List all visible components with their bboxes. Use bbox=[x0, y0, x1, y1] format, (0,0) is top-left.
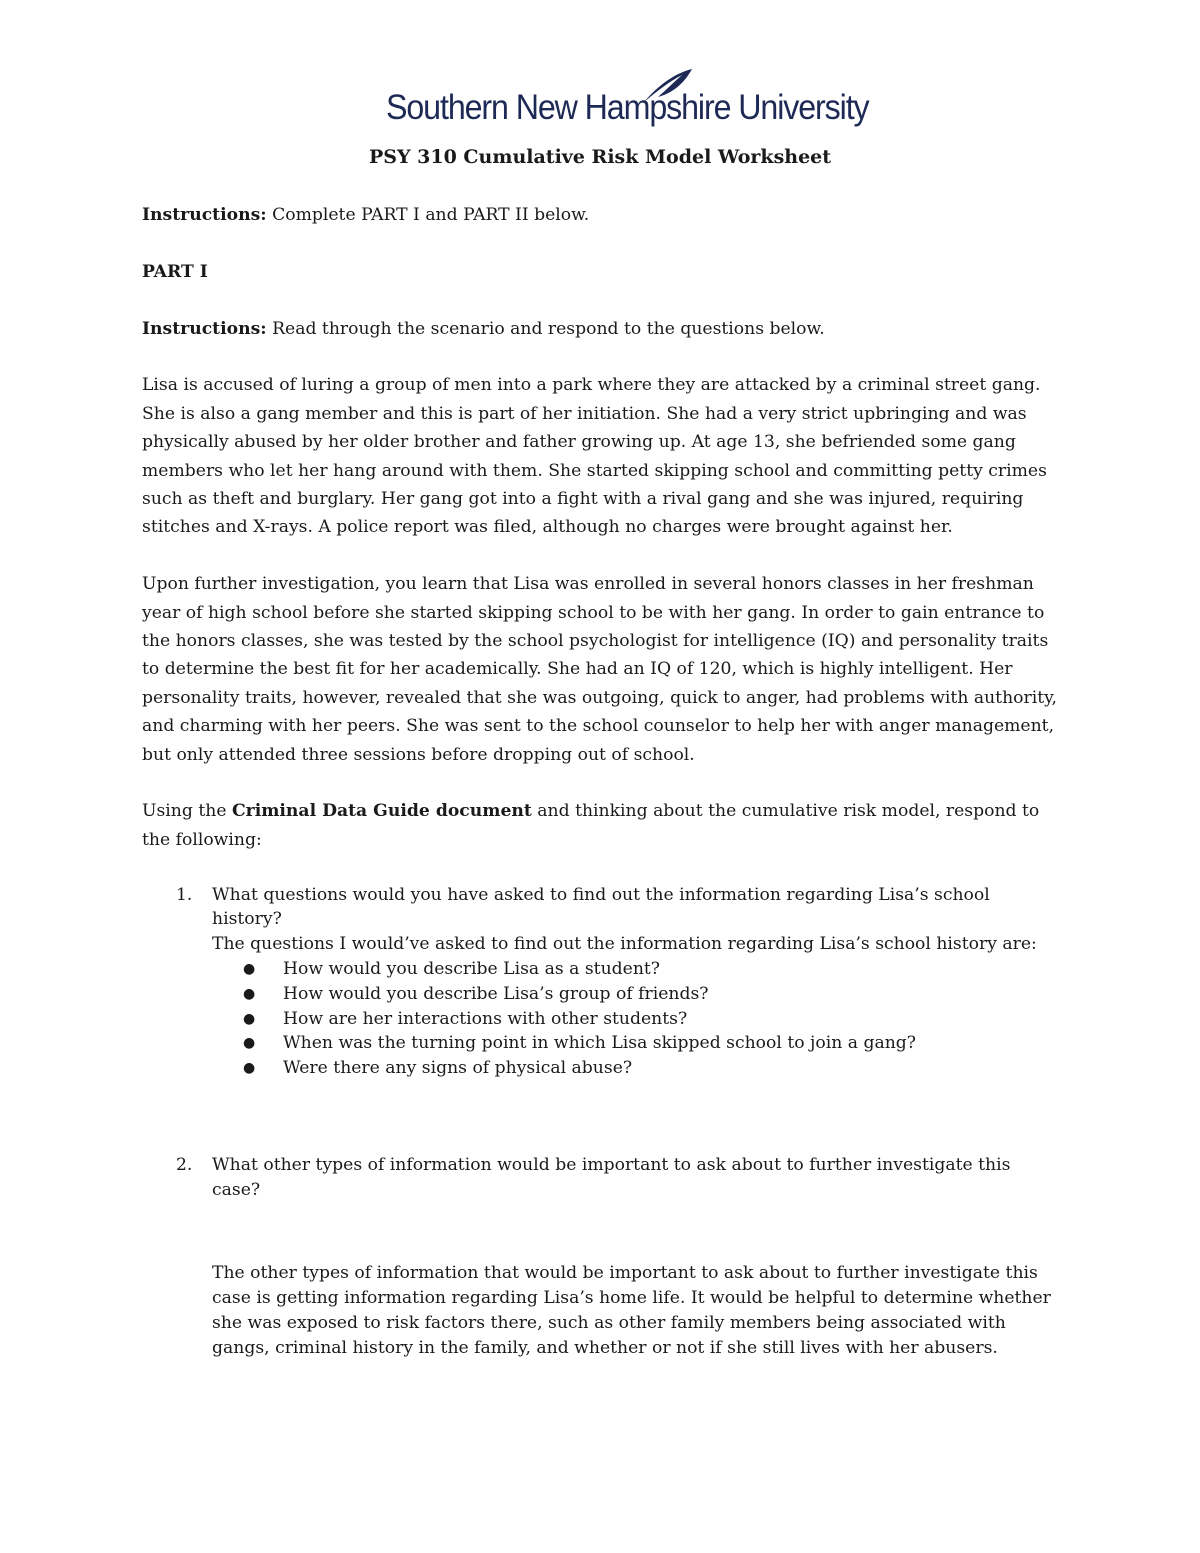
bullet-dot-icon: ● bbox=[243, 1035, 256, 1052]
bullet-text: Were there any signs of physical abuse? bbox=[283, 1058, 633, 1079]
answer-intro: The questions I would’ve asked to find out the information regarding Lisa’s school history are: bbox=[212, 934, 1037, 955]
scenario-paragraph-1: Lisa is accused of luring a group of men into a park where they are attacked by a criminal street gang. She is also a gang member and this is part of her initiation. She had a very strict upbringing and was physically abused by her older brother and father growing up. At age 13, she befriended some gang members who let her hang around with them. She started skipping school and committing petty crimes such as theft and burglary. Her gang got into a fight with a rival gang and she was injured, requiring stitches and X-rays. A police report was filed, although no charges were brought against her. bbox=[142, 375, 1047, 538]
bullet-text: How would you describe Lisa’s group of friends? bbox=[283, 983, 709, 1004]
list-item bbox=[142, 982, 1060, 1007]
part1-heading-text: PART I bbox=[142, 261, 208, 282]
prompt-post: and thinking about the cumulative risk model, respond to the following: bbox=[142, 801, 1040, 850]
bullet-dot-icon: ● bbox=[243, 961, 256, 978]
bullet-dot-icon: ● bbox=[243, 1010, 256, 1027]
prompt-pre: Using the bbox=[142, 801, 232, 822]
list-item bbox=[142, 1056, 1060, 1081]
list-item bbox=[142, 1031, 1060, 1056]
logo-text: Southern New Hampshire University bbox=[386, 88, 869, 127]
part1-instructions-text: Read through the scenario and respond to the questions below. bbox=[266, 318, 825, 339]
bullet-dot-icon: ● bbox=[243, 985, 256, 1002]
question-item-2 bbox=[142, 1153, 1060, 1203]
page-title: PSY 310 Cumulative Risk Model Worksheet bbox=[368, 146, 832, 168]
list-item bbox=[142, 1007, 1060, 1032]
question-item-1 bbox=[142, 883, 1060, 957]
intro-instructions bbox=[142, 201, 1060, 229]
response-prompt bbox=[142, 797, 1060, 854]
scenario-paragraph-2: Upon further investigation, you learn that Lisa was enrolled in several honors classes in her freshman year of high school before she started skipping school to be with her gang. In order to gain entrance to the honors classes, she was tested by the school psychologist for intelligence (IQ) and personality traits to determine the best fit for her academically. She had an IQ of 120, which is highly intelligent. Her personality traits, however, revealed that she was outgoing, quick to anger, had problems with authority, and charming with her peers. She was sent to the school counselor to help her with anger management, but only attended three sessions before dropping out of school. bbox=[142, 574, 1058, 765]
university-logo bbox=[386, 66, 869, 136]
list-item bbox=[142, 957, 1060, 982]
bullet-text: When was the turning point in which Lisa skipped school to join a gang? bbox=[283, 1033, 917, 1054]
question-list-2 bbox=[142, 1153, 1060, 1203]
bullet-text: How are her interactions with other students? bbox=[283, 1008, 688, 1029]
question-text: What questions would you have asked to find out the information regarding Lisa’s school history? bbox=[212, 884, 990, 930]
part1-instructions bbox=[142, 315, 1060, 343]
question-text: What other types of information would be important to ask about to further investigate this case? bbox=[212, 1155, 1011, 1200]
question-number: 2. bbox=[176, 1155, 193, 1176]
answer-2: The other types of information that would be important to ask about to further investigate this case is getting information regarding Lisa’s home life. It would be helpful to determine whether she was exposed to risk factors there, such as other family members being associated with gangs, criminal history in the family, and whether or not if she still lives with her abusers. bbox=[212, 1262, 1051, 1358]
part1-instructions-label: Instructions: bbox=[142, 318, 267, 339]
bullet-dot-icon: ● bbox=[243, 1060, 256, 1077]
document-body bbox=[142, 201, 1060, 1361]
criminal-data-guide-reference: Criminal Data Guide document bbox=[231, 801, 532, 822]
bullet-text: How would you describe Lisa as a student? bbox=[283, 959, 661, 980]
intro-text: Complete PART I and PART II below. bbox=[266, 205, 590, 225]
question-number: 1. bbox=[176, 884, 193, 905]
part1-heading bbox=[142, 258, 1060, 286]
question-list bbox=[142, 883, 1060, 957]
answer-bullet-list bbox=[142, 957, 1060, 1081]
intro-label: Instructions: bbox=[142, 205, 267, 225]
